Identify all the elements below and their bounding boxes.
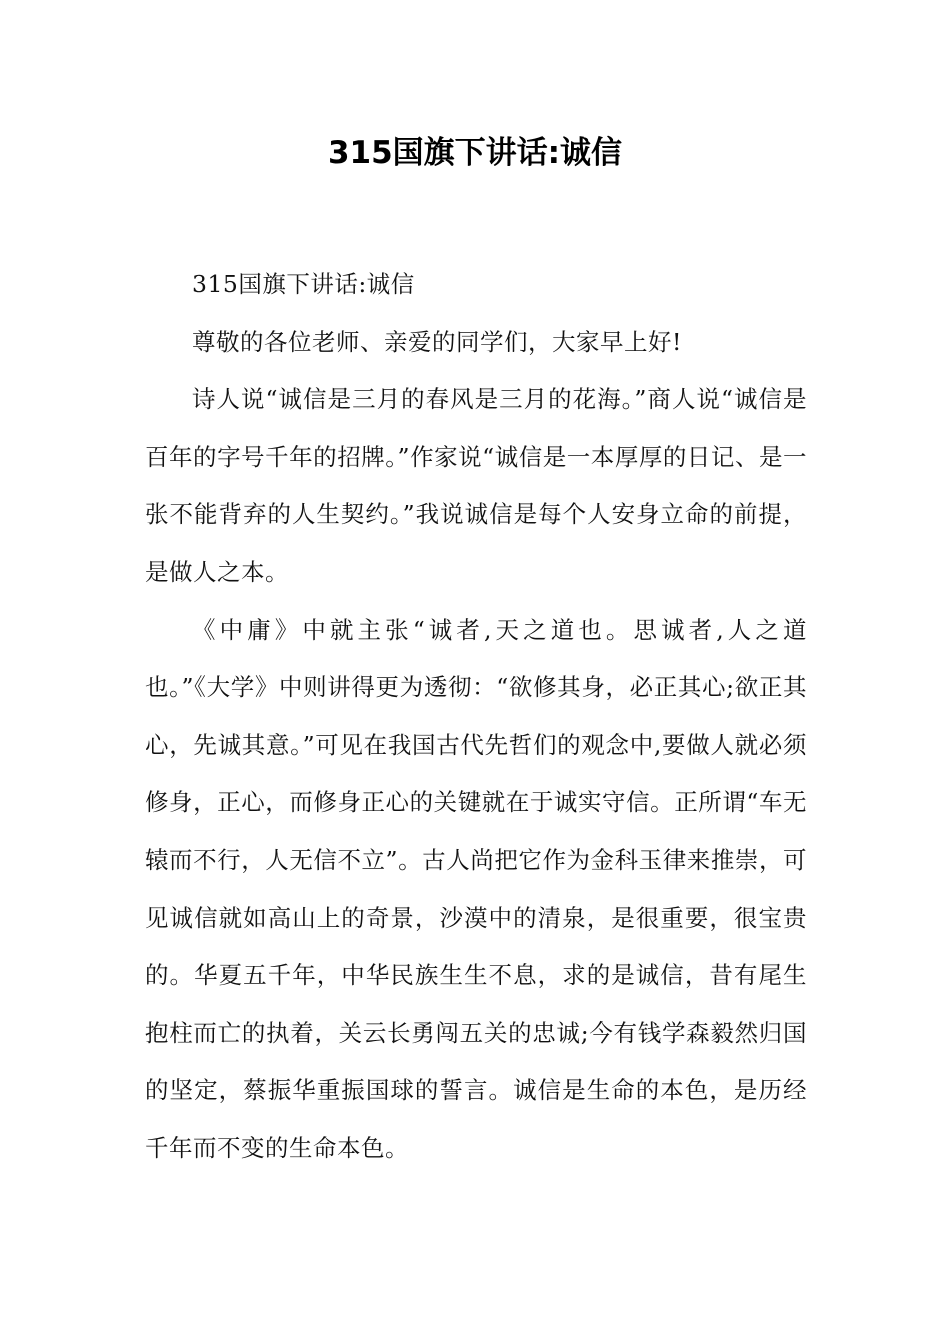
paragraph-subtitle: 315国旗下讲话:诚信 xyxy=(192,270,415,298)
paragraph-intro: 诗人说“诚信是三月的春风是三月的花海。”商人说“诚信是百年的字号千年的招牌。”作家说“诚信是一本厚厚的日记、是一张不能背弃的人生契约。”我说诚信是每个人安身立命的前提，是做人之本。 xyxy=(145,385,807,586)
paragraph-classics: 《中庸》中就主张“诚者,天之道也。思诚者,人之道也。”《大学》中则讲得更为透彻：“欲修其身，必正其心;欲正其心，先诚其意。”可见在我国古代先哲们的观念中,要做人就必须修身，正心，而修身正心的关键就在于诚实守信。正所谓“车无辕而不行，人无信不立”。古人尚把它作为金科玉律来推崇，可见诚信就如高山上的奇景，沙漠中的清泉，是很重要，很宝贵的。华夏五千年，中华民族生生不息，求的是诚信，昔有尾生抱柱而亡的执着，关云长勇闯五关的忠诚;今有钱学森毅然归国的坚定，蔡振华重振国球的誓言。诚信是生命的本色，是历经千年而不变的生命本色。 xyxy=(145,615,807,1162)
document-title: 315国旗下讲话:诚信 xyxy=(327,135,623,171)
document-body xyxy=(145,256,807,1178)
paragraph-greeting: 尊敬的各位老师、亲爱的同学们，大家早上好! xyxy=(192,327,682,356)
